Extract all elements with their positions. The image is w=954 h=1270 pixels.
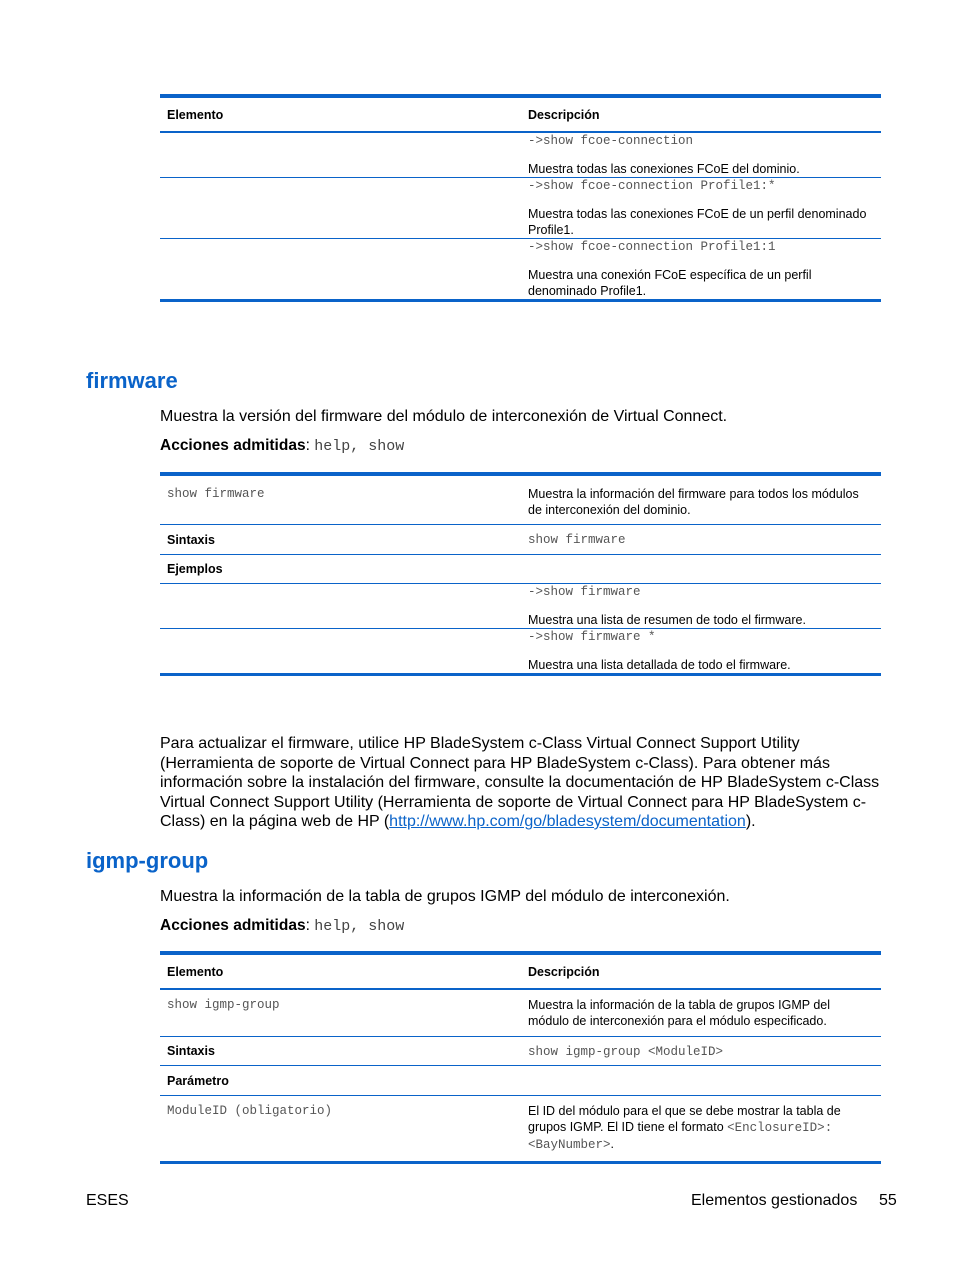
example-description: Muestra todas las conexiones FCoE de un perfil denominado Profile1. [528,207,867,237]
command-name: show firmware [167,487,265,501]
documentation-link[interactable]: http://www.hp.com/go/bladesystem/documentation [389,813,746,830]
example-code: ->show fcoe-connection Profile1:* [528,179,776,193]
table-header-row [160,96,881,132]
footer-locale: ESES [86,1192,129,1209]
parameter-format: <EnclosureID>:<BayNumber> [528,1121,833,1152]
syntax-label: Sintaxis [160,525,521,555]
command-description: Muestra la información de la tabla de grupos IGMP del módulo de interconexión para el módulo especificado. [528,998,831,1028]
firmware-table [160,472,881,676]
parameter-name: ModuleID (obligatorio) [167,1104,333,1118]
table-row [160,1066,881,1096]
igmp-description: Muestra la información de la tabla de grupos IGMP del módulo de interconexión. [160,888,730,905]
table-row [160,584,881,629]
syntax-value: show igmp-group <ModuleID> [528,1044,724,1059]
table-row [160,525,881,555]
section-title-igmp-group: igmp-group [86,848,209,873]
igmp-table [160,951,881,1164]
table-row [160,989,881,1037]
fcoe-examples-table [160,94,881,302]
note-text: Para actualizar el firmware, utilice HP BladeSystem c-Class Virtual Connect Support Utility (Herramienta de soporte de Virtual Connect para HP BladeSystem c-Class). Para obtener más información sobre la instalación del firmware, consulte la documentación de HP BladeSystem c-Class Virtual Connect Support Utility (Herramienta de soporte de Virtual Connect para HP BladeSystem c-Class) en la página web de HP ( [160,735,880,830]
example-code: ->show firmware [528,585,641,599]
actions-label: Acciones admitidas [160,917,306,934]
footer-section: Elementos gestionados [691,1192,858,1209]
actions-separator: : [305,437,315,454]
column-header-element: Elemento [160,96,521,132]
igmp-actions [160,917,404,935]
table-header-row [160,953,881,989]
example-description: Muestra una conexión FCoE específica de un perfil denominado Profile1. [528,268,812,298]
table-row [160,629,881,675]
command-description: Muestra la información del firmware para todos los módulos de interconexión del dominio. [528,487,859,517]
table-row [160,1096,881,1163]
example-description: Muestra una lista detallada de todo el firmware. [528,658,791,672]
column-header-element: Elemento [160,953,521,989]
parameter-description: El ID del módulo para el que se debe mostrar la tabla de grupos IGMP. El ID tiene el formato [528,1104,841,1134]
parameter-label: Parámetro [160,1066,521,1096]
example-code: ->show fcoe-connection Profile1:1 [528,240,776,254]
column-header-description: Descripción [521,96,881,132]
example-code: ->show firmware * [528,630,656,644]
parameter-end: . [610,1137,614,1151]
command-name: show igmp-group [167,998,280,1012]
column-header-description: Descripción [521,953,881,989]
table-row [160,178,881,239]
table-row [160,1037,881,1066]
actions-label: Acciones admitidas [160,437,306,454]
actions-separator: : [305,917,315,934]
syntax-label: Sintaxis [160,1037,521,1066]
firmware-actions [160,437,404,455]
syntax-value: show firmware [528,533,626,547]
table-row [160,239,881,301]
note-end: ). [745,813,756,830]
table-row [160,555,881,584]
section-title-firmware: firmware [86,368,178,393]
firmware-description: Muestra la versión del firmware del módulo de interconexión de Virtual Connect. [160,408,728,425]
page-number: 55 [879,1192,897,1209]
actions-values: help, show [314,438,405,455]
actions-values: help, show [314,918,405,935]
examples-label: Ejemplos [160,555,521,584]
example-description: Muestra una lista de resumen de todo el firmware. [528,613,806,627]
example-code: ->show fcoe-connection [528,134,694,148]
firmware-update-note [160,734,885,832]
table-row [160,132,881,178]
table-row [160,474,881,525]
example-description: Muestra todas las conexiones FCoE del dominio. [528,162,800,176]
